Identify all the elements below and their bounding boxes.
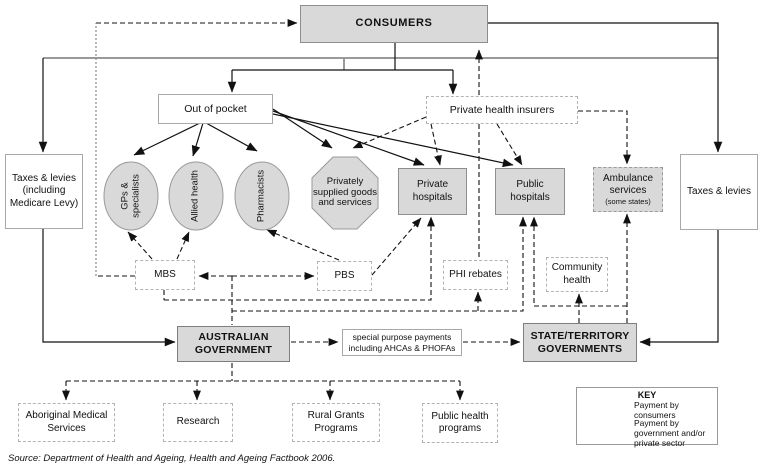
state-territory-governments-node: [523, 323, 637, 362]
aboriginal-medical-services-label: Aboriginal Medical Services: [25, 410, 108, 434]
public-hospitals-label: Public hospitals: [510, 179, 550, 203]
out-of-pocket-node: [158, 94, 273, 124]
research-label: Research: [176, 416, 220, 428]
private-hospitals-label: Private hospitals: [412, 179, 453, 203]
consumers-node: [300, 5, 488, 43]
australian-government-node: [177, 326, 290, 362]
ambulance-services-note: (some states): [605, 196, 651, 206]
private-hospitals-node: [398, 168, 467, 215]
consumers-label: CONSUMERS: [355, 17, 433, 30]
taxes-levies-node: [680, 154, 758, 230]
allied-health-label: Allied health: [189, 170, 201, 222]
ambulance-services-label: Ambulance services: [602, 173, 654, 197]
gray-lines: [43, 58, 718, 70]
key-solid-label: Payment by consumers: [634, 400, 679, 421]
private-health-insurers-label: Private health insurers: [449, 103, 555, 116]
pbs-node: [317, 261, 372, 291]
pbs-label: PBS: [334, 269, 355, 281]
public-health-programs-label: Public health programs: [431, 410, 489, 434]
key-dashed-label: Payment by government and/or private sector: [634, 418, 706, 449]
gps-specialists-label: GPs & specialists: [119, 174, 141, 218]
source-caption: Source: Department of Health and Ageing, Health and Ageing Factbook 2006.: [8, 453, 336, 464]
australian-government-label: AUSTRALIAN GOVERNMENT: [194, 331, 273, 356]
key-title: KEY: [637, 390, 657, 400]
rural-grants-programs-label: Rural Grants Programs: [307, 410, 365, 434]
mbs-label: MBS: [154, 268, 176, 280]
privately-supplied-label: Privately supplied goods and services: [313, 175, 377, 209]
phi-rebates-node: [443, 260, 508, 290]
community-health-label: Community health: [551, 262, 603, 286]
rural-grants-programs-node: [292, 403, 380, 442]
special-purpose-payments-label: special purpose payments including AHCAs & PHOFAs: [348, 332, 456, 353]
public-health-programs-node: [422, 403, 498, 443]
phi-rebates-label: PHI rebates: [449, 268, 502, 280]
pharmacists-label: Pharmacists: [255, 169, 267, 223]
ambulance-services-node: [593, 167, 663, 212]
private-health-insurers-node: [426, 96, 578, 124]
taxes-levies-medicare-node: [5, 154, 83, 229]
taxes-levies-label: Taxes & levies: [687, 185, 751, 197]
community-health-node: [546, 257, 608, 292]
public-hospitals-node: [495, 168, 565, 215]
special-purpose-payments-node: [342, 329, 462, 356]
aboriginal-medical-services-node: [18, 403, 115, 442]
out-of-pocket-label: Out of pocket: [184, 102, 247, 115]
taxes-levies-medicare-label: Taxes & levies (including Medicare Levy): [9, 173, 79, 209]
mbs-node: [135, 260, 195, 290]
state-territory-governments-label: STATE/TERRITORY GOVERNMENTS: [530, 329, 630, 355]
research-node: [163, 403, 233, 442]
